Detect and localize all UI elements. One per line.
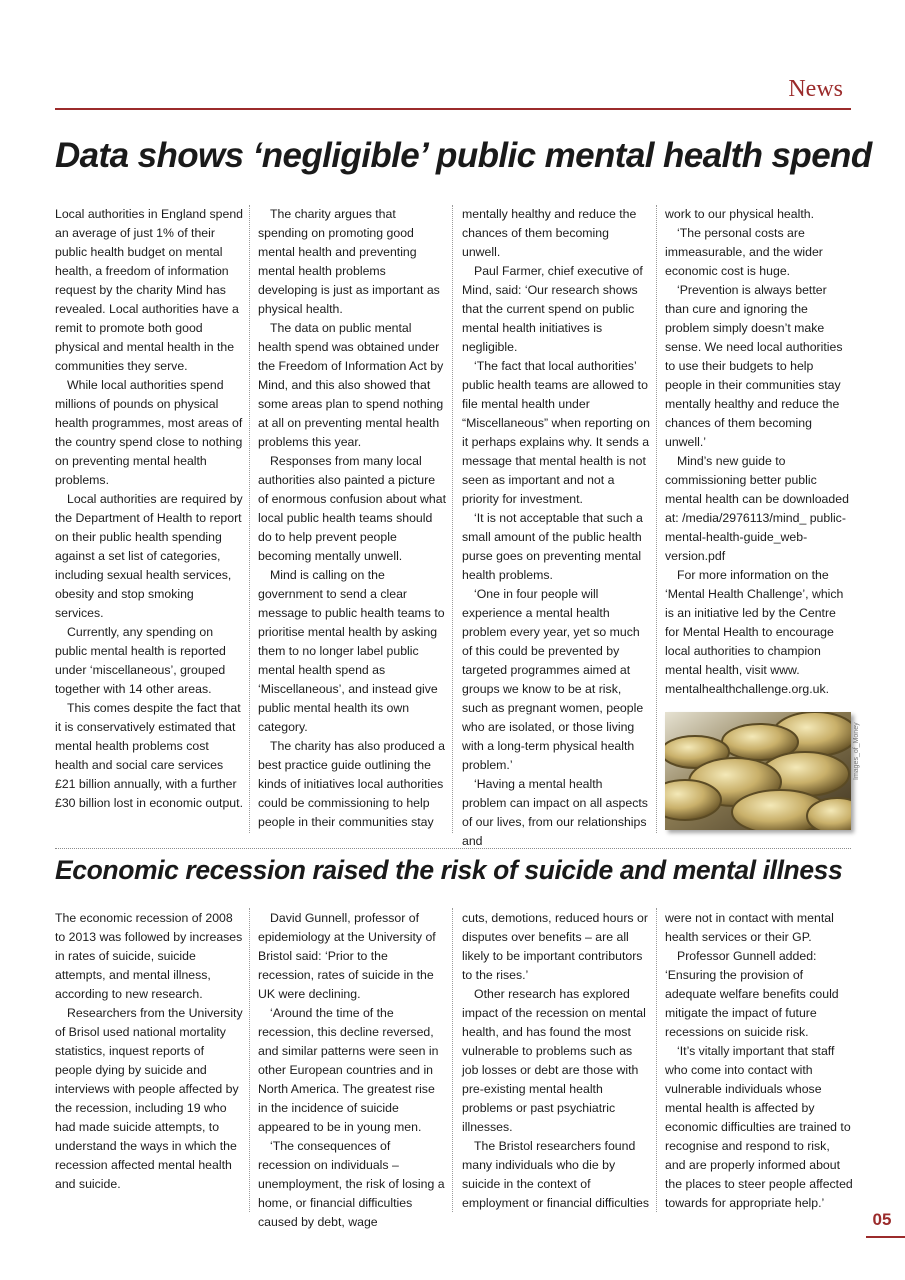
coins-illustration bbox=[665, 712, 851, 830]
paragraph: While local authorities spend millions of pounds on physical health programmes, most areas of the country spend close to nothing on preventing mental health problems. bbox=[55, 378, 243, 487]
paragraph: were not in contact with mental health services or their GP. bbox=[665, 911, 834, 944]
column-divider bbox=[656, 205, 657, 833]
paragraph: ‘Prevention is always better than cure and ignoring the problem simply doesn’t make sense. We need local authorities to use their budgets to help people in their communities stay mentally healthy and reduce the chances of them becoming unwell.’ bbox=[665, 283, 843, 449]
paragraph: ‘The personal costs are immeasurable, and the wider economic cost is huge. bbox=[665, 226, 823, 278]
paragraph: Mind’s new guide to commissioning better public mental health can be downloaded at: /media/2976113/mind_ public-mental-health-guide_web-version.pdf bbox=[665, 454, 849, 563]
article1-column-3 bbox=[462, 205, 650, 851]
paragraph: mentally healthy and reduce the chances of them becoming unwell. bbox=[462, 207, 637, 259]
paragraph: The charity has also produced a best practice guide outlining the kinds of initiatives local authorities could be commissioning to help people in their communities stay bbox=[258, 739, 445, 829]
paragraph: Local authorities are required by the Department of Health to report on their public health spending against a set list of categories, including sexual health services, obesity and stop smoking services. bbox=[55, 492, 243, 620]
paragraph: cuts, demotions, reduced hours or disputes over benefits – are all likely to be important contributors to the rises.’ bbox=[462, 911, 648, 982]
page-number-rule bbox=[866, 1236, 905, 1238]
article1-column-2 bbox=[258, 205, 446, 832]
paragraph: The charity argues that spending on promoting good mental health and preventing mental health problems developing is just as important as physical health. bbox=[258, 207, 440, 316]
column-divider bbox=[656, 908, 657, 1212]
column-divider bbox=[452, 205, 453, 833]
paragraph: Local authorities in England spend an average of just 1% of their public health budget on mental health, a freedom of information request by the charity Mind has revealed. Local authorities have a remit to promote both good physical and mental health in the communities they serve. bbox=[55, 207, 244, 373]
paragraph: ‘It is not acceptable that such a small amount of the public health purse goes on preventing mental health problems. bbox=[462, 511, 643, 582]
article2-column-3 bbox=[462, 909, 650, 1213]
paragraph: Other research has explored impact of the recession on mental health, and has found the most vulnerable to problems such as job losses or debt are those with pre-existing mental health problems or past psychiatric illnesses. bbox=[462, 987, 646, 1134]
paragraph: The economic recession of 2008 to 2013 was followed by increases in rates of suicide, suicide attempts, and mental illness, according to new research. bbox=[55, 911, 243, 1001]
article1-headline: Data shows ‘negligible’ public mental health spend bbox=[55, 136, 872, 175]
paragraph: Paul Farmer, chief executive of Mind, said: ‘Our research shows that the current spend on public mental health initiatives is negligible. bbox=[462, 264, 643, 354]
paragraph: For more information on the ‘Mental Health Challenge’, which is an initiative led by the Centre for Mental Health to encourage local authorities to champion mental health, visit www. mentalhealthchallenge.org.uk. bbox=[665, 568, 844, 696]
image-credit: Images_of_Money bbox=[853, 722, 860, 780]
section-divider bbox=[55, 848, 851, 849]
article1-column-4 bbox=[665, 205, 853, 699]
page-number: 05 bbox=[872, 1210, 892, 1229]
coins-photo bbox=[665, 712, 851, 830]
column-divider bbox=[452, 908, 453, 1212]
paragraph: This comes despite the fact that it is conservatively estimated that mental health problems cost health and social care services £21 billion annually, with a further £30 billion lost in economic output. bbox=[55, 701, 243, 810]
paragraph: ‘The fact that local authorities’ public health teams are allowed to file mental health under “Miscellaneous” when reporting on it perhaps explains why. It sends a message that mental health is not seen as important and not a priority for investment. bbox=[462, 359, 650, 506]
paragraph: ‘Around the time of the recession, this decline reversed, and similar patterns were seen in other European countries and in North America. The greatest rise in the incidence of suicide appeared to be in young men. bbox=[258, 1006, 439, 1134]
column-divider bbox=[249, 205, 250, 833]
paragraph: The data on public mental health spend was obtained under the Freedom of Information Act by Mind, and this also showed that some areas plan to spend nothing at all on preventing mental health problems this year. bbox=[258, 321, 444, 449]
paragraph: David Gunnell, professor of epidemiology at the University of Bristol said: ‘Prior to the recession, rates of suicide in the UK were declining. bbox=[258, 911, 436, 1001]
paragraph: Currently, any spending on public mental health is reported under ‘miscellaneous’, grouped together with 14 other areas. bbox=[55, 625, 226, 696]
paragraph: ‘One in four people will experience a mental health problem every year, yet so much of this could be prevented by targeted programmes aimed at groups we know to be at risk, such as pregnant women, people who are isolated, or those living with a long-term physical health problem.’ bbox=[462, 587, 644, 772]
paragraph: Mind is calling on the government to send a clear message to public health teams to prioritise mental health by asking them to no longer label public mental health spend as ‘Miscellaneous’, and instead give public mental health its own category. bbox=[258, 568, 445, 734]
paragraph: Responses from many local authorities also painted a picture of enormous confusion about what local public health teams should do to help prevent people becoming mentally unwell. bbox=[258, 454, 446, 563]
paragraph: ‘Having a mental health problem can impact on all aspects of our lives, from our relationships and bbox=[462, 777, 648, 848]
article2-column-2 bbox=[258, 909, 446, 1232]
paragraph: Professor Gunnell added: ‘Ensuring the provision of adequate welfare benefits could mitigate the impact of future recessions on suicide risk. bbox=[665, 949, 839, 1039]
paragraph: Researchers from the University of Brisol used national mortality statistics, inquest reports of people dying by suicide and interviews with people affected by the recession, including 19 who had made suicide attempts, to understand the ways in which the recession affected mental health and suicide. bbox=[55, 1006, 243, 1191]
paragraph: ‘The consequences of recession on individuals – unemployment, the risk of losing a home, or financial difficulties caused by debt, wage bbox=[258, 1139, 445, 1229]
paragraph: The Bristol researchers found many individuals who die by suicide in the context of employment or financial difficulties bbox=[462, 1139, 650, 1210]
article1-column-1 bbox=[55, 205, 243, 813]
article2-column-1 bbox=[55, 909, 243, 1194]
article2-headline: Economic recession raised the risk of suicide and mental illness bbox=[55, 855, 843, 885]
column-divider bbox=[249, 908, 250, 1212]
header-rule bbox=[55, 108, 851, 110]
article2-column-4 bbox=[665, 909, 853, 1213]
paragraph: work to our physical health. bbox=[665, 207, 815, 221]
section-label: News bbox=[788, 76, 843, 102]
paragraph: ‘It’s vitally important that staff who come into contact with vulnerable individuals whose mental health is affected by economic difficulties are trained to recognise and respond to risk, and are properly informed about the places to steer people affected towards for appropriate help.’ bbox=[665, 1044, 853, 1210]
